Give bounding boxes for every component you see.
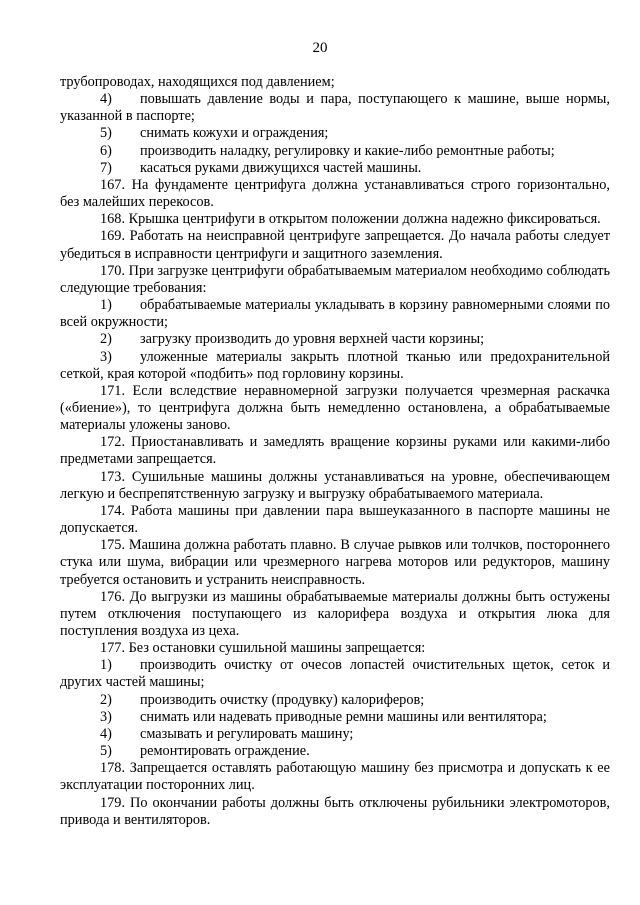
list-item-number: 6) [100, 142, 112, 159]
list-item [60, 331, 610, 348]
list-item [60, 349, 610, 383]
paragraph: 177. Без остановки сушильной машины запрещается: [100, 640, 426, 657]
paragraph: 167. На фундаменте центрифуга должна устанавливаться строго горизонтально, без малейших перекосов. [60, 176, 610, 211]
list-item [60, 709, 610, 726]
paragraph: 179. По окончании работы должны быть отключены рубильники электромоторов, привода и вентиляторов. [60, 794, 610, 828]
list-item-number: 5) [100, 743, 112, 760]
paragraph: 170. При загрузке центрифуги обрабатываемым материалом необходимо соблюдать следующие требования: [60, 262, 610, 296]
paragraph: 169. Работать на неисправной центрифуге запрещается. До начала работы следует убедиться в исправности центрифуги и защитного заземления. [60, 228, 610, 262]
list-item-text: ремонтировать ограждение. [140, 743, 310, 760]
list-item-number: 3) [100, 348, 112, 365]
list-item-number: 1) [100, 297, 112, 314]
list-item-number: 4) [100, 91, 112, 108]
list-item-text: уложенные материалы закрыть плотной тканью или предохранительной сеткой, края которой «подбить» под горловину корзины. [60, 348, 610, 382]
paragraph: трубопроводах, находящихся под давлением; [60, 74, 335, 90]
list-item-text: производить очистку от очесов лопастей очистительных щеток, сеток и других частей машины; [60, 657, 610, 691]
list-item [60, 160, 610, 177]
list-item-number: 7) [100, 159, 112, 176]
list-item-number: 3) [100, 708, 112, 725]
list-item [60, 657, 610, 691]
paragraph: 171. Если вследствие неравномерной загрузки получается чрезмерная раскачка («биение»), то центрифуга должна быть немедленно остановлена, а обрабатываемые материалы уложены заново. [60, 382, 610, 434]
list-item-number: 2) [100, 691, 112, 708]
paragraph: 173. Сушильные машины должны устанавливаться на уровне, обеспечивающем легкую и беспрепятственную загрузку и выгрузку обрабатываемого материала. [60, 468, 610, 502]
paragraph: 172. Приостанавливать и замедлять вращение корзины руками или какими-либо предметами запрещается. [60, 434, 610, 468]
list-item-text: производить очистку (продувку) калориферов; [140, 691, 425, 708]
list-item-text: касаться руками движущихся частей машины. [140, 159, 422, 176]
list-item-text: обрабатываемые материалы укладывать в корзину равномерными слоями по всей окружности; [60, 297, 610, 331]
document-body [60, 74, 610, 829]
list-item-number: 5) [100, 125, 112, 142]
list-item [60, 91, 610, 125]
paragraph: 175. Машина должна работать плавно. В случае рывков или толчков, постороннего стука или шума, вибрации или чрезмерного нагрева моторов или редукторов, машину требуется остановить и устранить неисправность. [60, 537, 610, 588]
list-item [60, 125, 610, 142]
page-number: 20 [312, 40, 328, 56]
list-item-text: загрузку производить до уровня верхней части корзины; [140, 331, 485, 348]
list-item-text: производить наладку, регулировку и какие-либо ремонтные работы; [140, 142, 555, 159]
list-item-text: смазывать и регулировать машину; [140, 725, 354, 742]
list-item-number: 4) [100, 725, 112, 742]
list-item [60, 726, 610, 743]
list-item [60, 297, 610, 331]
list-item-number: 2) [100, 331, 112, 348]
paragraph: 178. Запрещается оставлять работающую машину без присмотра и допускать к ее эксплуатации посторонних лиц. [60, 760, 610, 794]
paragraph: 174. Работа машины при давлении пара вышеуказанного в паспорте машины не допускается. [60, 502, 610, 537]
paragraph: 168. Крышка центрифуги в открытом положении должна надежно фиксироваться. [100, 211, 601, 228]
paragraph: 176. До выгрузки из машины обрабатываемые материалы должны быть остужены путем отключения поступающего из калорифера воздуха и открытия люка для поступления воздуха из цеха. [60, 588, 610, 639]
list-item [60, 743, 610, 760]
list-item-text: снимать кожухи и ограждения; [140, 125, 329, 142]
list-item-number: 1) [100, 657, 112, 674]
list-item [60, 143, 610, 160]
list-item [60, 692, 610, 709]
list-item-text: снимать или надевать приводные ремни машины или вентилятора; [140, 708, 547, 725]
list-item-text: повышать давление воды и пара, поступающего к машине, выше нормы, указанной в паспорте; [60, 91, 610, 125]
